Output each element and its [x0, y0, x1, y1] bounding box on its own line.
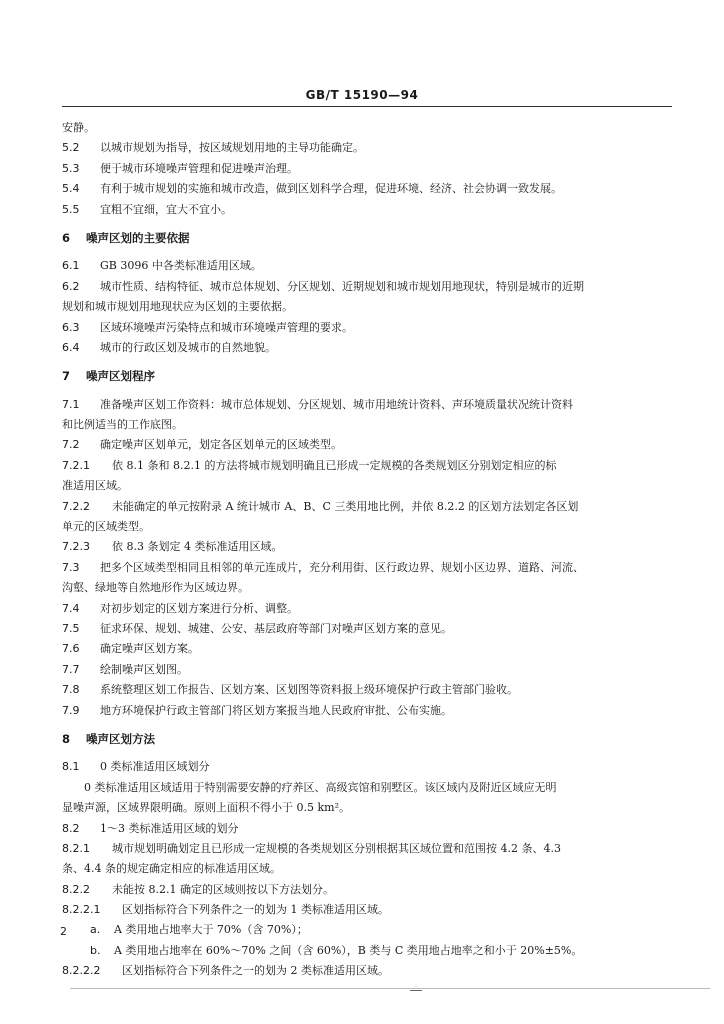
document-body [62, 118, 674, 982]
text-line [62, 839, 674, 859]
clause-text: 规划和城市规划用地现状应为区划的主要依据。 [62, 300, 293, 314]
clause-text: 系统整理区划工作报告、区划方案、区划图等资料报上级环境保护行政主管部门验收。 [100, 683, 518, 697]
text-line [62, 961, 674, 981]
text-line [62, 338, 674, 358]
clause-number: 6.3 [62, 320, 80, 334]
clause-number: 8.2.1 [62, 841, 90, 855]
heading-text: 噪声区划的主要依据 [86, 230, 190, 245]
text-line [62, 159, 674, 179]
clause-number: 7.7 [62, 662, 80, 676]
clause-text: 城市规划明确划定且已形成一定规模的各类规划区分别根据其区域位置和范围按 4.2 条、4.3 [112, 841, 561, 855]
clause-number: 8.2 [62, 821, 80, 835]
section-gap [62, 248, 674, 256]
header-rule [62, 106, 672, 107]
text-line [62, 200, 674, 220]
text-line [62, 920, 674, 940]
heading-text: 噪声区划程序 [86, 369, 155, 384]
clause-text: 区划指标符合下列条件之一的划为 1 类标准适用区域。 [122, 903, 389, 917]
bottom-mark [410, 990, 422, 991]
clause-number: 7.4 [62, 601, 80, 615]
bottom-rule [70, 988, 710, 989]
clause-number: 8 [62, 731, 71, 746]
clause-number: 6.4 [62, 340, 80, 354]
text-line [62, 819, 674, 839]
text-line [62, 435, 674, 455]
text-line [62, 558, 674, 578]
clause-text: 1～3 类标准适用区域的划分 [100, 821, 239, 835]
text-line [62, 660, 674, 680]
text-line [62, 941, 674, 961]
text-line [62, 476, 674, 496]
clause-text: 未能确定的单元按附录 A 统计城市 A、B、C 三类用地比例，并依 8.2.2 的区划方法划定各区划 [112, 499, 579, 513]
clause-text: 0 类标准适用区域适用于特别需要安静的疗养区、高级宾馆和别墅区。该区域内及附近区域应无明 [84, 780, 557, 794]
section-gap [62, 749, 674, 757]
clause-text: 单元的区域类型。 [62, 520, 150, 534]
clause-number: b. [90, 943, 101, 957]
clause-text: 城市性质、结构特征、城市总体规划、分区规划、近期规划和城市规划用地现状，特别是城市的近期 [100, 279, 584, 293]
text-line [62, 256, 674, 276]
clause-text: 宜粗不宜细，宜大不宜小。 [100, 202, 232, 216]
clause-text: 确定噪声区划方案。 [100, 642, 199, 656]
text-line [62, 277, 674, 297]
text-line [62, 680, 674, 700]
clause-text: 准适用区域。 [62, 479, 128, 493]
clause-number: 7.8 [62, 683, 80, 697]
clause-number: 5.4 [62, 182, 80, 196]
text-line [62, 880, 674, 900]
clause-text: 0 类标准适用区域划分 [100, 760, 210, 774]
text-line [62, 757, 674, 777]
text-line [62, 778, 674, 798]
section-heading [62, 729, 674, 749]
clause-text: 确定噪声区划单元，划定各区划单元的区域类型。 [100, 438, 342, 452]
clause-number: 8.2.2.2 [62, 964, 101, 978]
clause-number: 7.6 [62, 642, 80, 656]
text-line [62, 456, 674, 476]
clause-number: 7.2.1 [62, 458, 90, 472]
clause-text: 依 8.1 条和 8.2.1 的方法将城市规划明确且已形成一定规模的各类规划区分别划定相应的标 [112, 458, 557, 472]
clause-number: 7.3 [62, 560, 80, 574]
standard-number-header: GB/T 15190—94 [305, 88, 419, 102]
clause-text: 准备噪声区划工作资料：城市总体规划、分区规划、城市用地统计资料、声环境质量状况统计资料 [100, 397, 573, 411]
clause-number: 7.2 [62, 438, 80, 452]
clause-number: 7.2.3 [62, 540, 90, 554]
heading-text: 噪声区划方法 [86, 731, 155, 746]
clause-text: 依 8.3 条划定 4 类标准适用区域。 [112, 540, 283, 554]
clause-text: 未能按 8.2.1 确定的区域则按以下方法划分。 [112, 882, 334, 896]
text-line [62, 859, 674, 879]
clause-text: 便于城市环境噪声管理和促进噪声治理。 [100, 161, 298, 175]
section-gap [62, 220, 674, 228]
clause-number: 7 [62, 369, 71, 384]
text-line [62, 179, 674, 199]
clause-number: 8.2.2 [62, 882, 90, 896]
text-line [62, 639, 674, 659]
text-line [62, 517, 674, 537]
clause-number: 7.2.2 [62, 499, 90, 513]
clause-text: 绘制噪声区划图。 [100, 662, 188, 676]
clause-number: 8.1 [62, 760, 80, 774]
text-line [62, 118, 674, 138]
text-line [62, 798, 674, 818]
clause-text: 和比例适当的工作底图。 [62, 418, 183, 432]
clause-text: 把多个区域类型相同且相邻的单元连成片，充分利用街、区行政边界、规划小区边界、道路、河流、 [100, 560, 584, 574]
clause-text: 区划指标符合下列条件之一的划为 2 类标准适用区域。 [122, 964, 389, 978]
section-heading [62, 228, 674, 248]
clause-text: 有利于城市规划的实施和城市改造，做到区划科学合理，促进环境、经济、社会协调一致发展。 [100, 182, 562, 196]
clause-text: A 类用地占地率大于 70%（含 70%）； [114, 923, 308, 937]
text-line [62, 395, 674, 415]
clause-text: 条、4.4 条的规定确定相应的标准适用区域。 [62, 862, 281, 876]
clause-text: A 类用地占地率在 60%～70% 之间（含 60%），B 类与 C 类用地占地率之和小于 20%±5%。 [114, 943, 583, 957]
clause-number: 6.2 [62, 279, 80, 293]
clause-text: 区域环境噪声污染特点和城市环境噪声管理的要求。 [100, 320, 353, 334]
clause-text: GB 3096 中各类标准适用区域。 [100, 259, 262, 273]
section-gap [62, 358, 674, 366]
clause-number: 5.2 [62, 141, 80, 155]
clause-text: 安静。 [62, 121, 95, 134]
section-gap [62, 387, 674, 395]
text-line [62, 599, 674, 619]
clause-number: 6 [62, 230, 71, 245]
clause-text: 地方环境保护行政主管部门将区划方案报当地人民政府审批、公布实施。 [100, 703, 452, 717]
text-line [62, 578, 674, 598]
clause-number: 7.9 [62, 703, 80, 717]
clause-text: 征求环保、规划、城建、公安、基层政府等部门对噪声区划方案的意见。 [100, 621, 452, 635]
clause-text: 沟壑、绿地等自然地形作为区域边界。 [62, 581, 249, 595]
clause-text: 城市的行政区划及城市的自然地貌。 [100, 340, 276, 354]
section-heading [62, 366, 674, 386]
clause-number: 5.5 [62, 202, 80, 216]
text-line [62, 138, 674, 158]
clause-number: a. [90, 923, 101, 937]
text-line [62, 900, 674, 920]
text-line [62, 297, 674, 317]
clause-number: 7.5 [62, 621, 80, 635]
text-line [62, 415, 674, 435]
clause-number: 6.1 [62, 259, 80, 273]
clause-number: 8.2.2.1 [62, 903, 101, 917]
clause-text: 对初步划定的区划方案进行分析、调整。 [100, 601, 298, 615]
text-line [62, 619, 674, 639]
clause-number: 5.3 [62, 161, 80, 175]
clause-text: 显噪声源，区域界限明确。原则上面积不得小于 0.5 km²。 [62, 801, 350, 815]
text-line [62, 537, 674, 557]
clause-number: 7.1 [62, 397, 80, 411]
text-line [62, 701, 674, 721]
text-line [62, 318, 674, 338]
text-line [62, 497, 674, 517]
clause-text: 以城市规划为指导，按区域规划用地的主导功能确定。 [100, 141, 364, 155]
section-gap [62, 721, 674, 729]
page-number: 2 [60, 925, 67, 938]
